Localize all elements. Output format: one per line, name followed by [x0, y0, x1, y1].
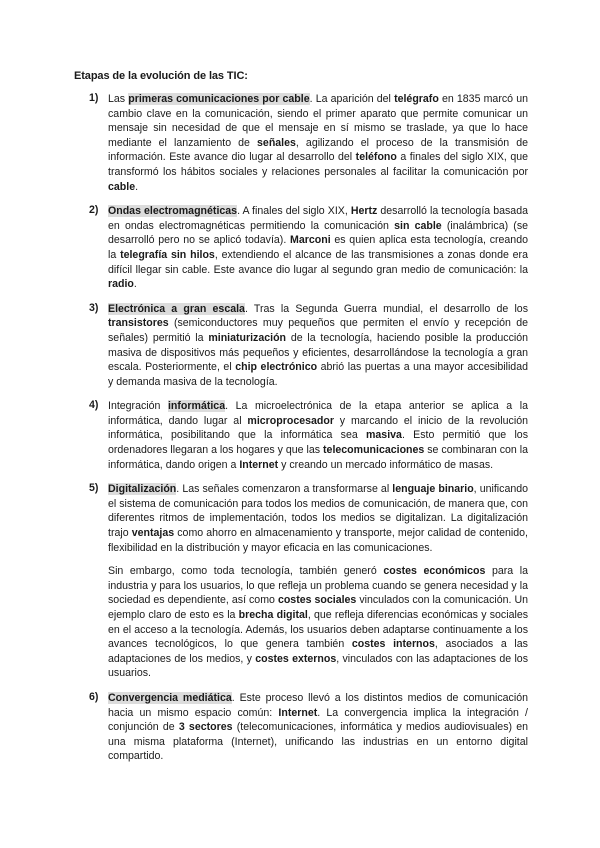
list-item: [90, 302, 528, 390]
text-run: Las: [108, 93, 129, 105]
item-paragraph: [108, 302, 528, 390]
item-paragraph: [108, 691, 528, 764]
item-number: 4): [89, 399, 99, 412]
list-item: [90, 399, 528, 472]
highlighted-term: Ondas electromagnéticas: [108, 205, 238, 218]
bold-term: miniaturización: [208, 331, 287, 344]
text-run: y creando un mercado informático de masas.: [278, 458, 494, 471]
text-run: , extendiendo el alcance de las transmisiones a zonas donde era difícil llegar sin cable. Este avance dio lugar al segundo gran medio de comunicación: la: [108, 248, 528, 276]
item-paragraph: [108, 399, 528, 472]
text-run: . Esto permitió que los ordenadores llegaran a los hogares y que las: [108, 429, 528, 457]
bold-term: costes internos: [351, 638, 435, 651]
bold-term: lenguaje binario: [392, 483, 474, 496]
bold-term: costes económicos: [383, 565, 486, 578]
bold-term: masiva: [366, 429, 402, 442]
text-run: y marcando el inicio de la revolución informática, posibilitando que la informática sea: [108, 414, 528, 442]
text-run: a finales del siglo XIX, que transformó los hábitos sociales y relaciones personales al facilitar la comunicación por: [108, 151, 529, 178]
text-run: (telecomunicaciones, informática y medios audiovisuales) en una misma plataforma (Internet), unificando las industrias en un entorno digital compartido.: [108, 721, 529, 763]
text-run: es quien aplica esta tecnología, creando la: [108, 234, 528, 261]
bold-term: cable: [108, 180, 136, 193]
text-run: (inalámbrica) (se desarrolló pero no se aplicó todavía).: [108, 219, 529, 247]
list-item: [90, 92, 528, 194]
highlighted-term: Convergencia mediática: [108, 691, 232, 704]
text-run: en 1835 marcó un cambio clave en la comunicación, siendo el primer aparato que permite comunicar un mensaje sin necesidad de que el mensaje en sí mismo se traslade, ya que lo hace mediante el lanzamiento de: [108, 93, 528, 149]
bold-term: Internet: [278, 706, 318, 719]
text-run: .: [135, 180, 139, 193]
bold-term: chip electrónico: [235, 361, 318, 374]
text-run: . Tras la Segunda Guerra mundial, el desarrollo de los: [244, 302, 528, 315]
bold-term: telégrafo: [394, 93, 439, 105]
text-run: . Las señales comenzaron a transformarse al: [176, 483, 393, 496]
text-run: para la industria y para los usuarios, lo que refleja un problema cuando se genera necesidad y la sociedad es dependiente, así como: [108, 565, 529, 607]
bold-term: radio: [108, 278, 134, 291]
bold-term: brecha digital: [238, 609, 308, 621]
page-title: Etapas de la evolución de las TIC:: [74, 70, 248, 82]
text-run: . A finales del siglo XIX,: [237, 205, 351, 218]
bold-term: costes externos: [255, 652, 337, 665]
item-paragraph: [108, 564, 528, 681]
item-paragraph: [108, 482, 528, 555]
text-run: , unificando el sistema de comunicación para todos los medios de comunicación, de manera que, con diferentes ritmos de implementación, todos los medios se digitalizan. La digitalización trajo: [108, 483, 529, 540]
bold-term: señales: [257, 136, 296, 149]
text-run: vinculados con la comunicación. Un ejemplo claro de esto es la: [108, 594, 528, 621]
text-run: . La aparición del: [309, 93, 395, 105]
text-run: se combinaran con la informática, dando origen a: [108, 444, 528, 471]
bold-term: ventajas: [131, 527, 175, 540]
bold-term: telecomunicaciones: [323, 444, 425, 457]
text-run: (semiconductores muy pequeños que permiten el envío y recepción de señales) permitió la: [108, 317, 528, 344]
text-run: como ahorro en almacenamiento y transporte, mejor calidad de contenido, flexibilidad en la distribución y mayor eficacia en las comunicaciones.: [108, 527, 528, 554]
text-run: . La convergencia implica la integración / conjunción de: [108, 706, 528, 734]
text-run: desarrolló la tecnología basada en ondas electromagnéticas permitiendo la comunicación: [108, 205, 528, 232]
text-run: Sin embargo, como toda tecnología, también generó: [108, 565, 384, 578]
text-run: , que refleja diferencias económicas y sociales en el acceso a la tecnología. Además, los usuarios deben adaptarse continuamente a los avances tecnológicos, lo que genera también: [108, 609, 529, 651]
text-run: . Este proceso llevó a los distintos medios de comunicación hacia un mismo espacio común:: [108, 691, 528, 719]
list-item: [90, 482, 528, 681]
bold-term: teléfono: [355, 151, 397, 164]
stage-list: [90, 92, 528, 774]
list-item: [90, 691, 528, 764]
bold-term: costes sociales: [277, 594, 357, 607]
item-paragraph: [108, 204, 528, 292]
bold-term: Internet: [239, 458, 279, 471]
text-run: de la tecnología, haciendo posible la producción masiva de dispositivos más pequeños y eficientes, desarrollándose la tecnología a gran escala. Posteriormente, el: [108, 331, 529, 374]
bold-term: Marconi: [290, 234, 331, 247]
bold-term: 3 sectores: [178, 721, 233, 734]
bold-term: transistores: [108, 317, 169, 330]
bold-term: telegrafía sin hilos: [120, 248, 215, 261]
bold-term: microprocesador: [247, 414, 334, 427]
text-run: , vinculados con las adaptaciones de los usuarios.: [108, 652, 528, 680]
item-number: 3): [89, 301, 99, 314]
item-number: 2): [89, 204, 99, 217]
item-paragraph: [108, 92, 528, 194]
text-run: Integración: [108, 400, 168, 413]
text-run: , agilizando el proceso de la transmisión de información. Este avance dio lugar al desarrollo del: [108, 136, 528, 164]
highlighted-term: Digitalización: [108, 483, 177, 496]
text-run: , asociados a las adaptaciones de los medios, y: [108, 638, 528, 665]
item-number: 6): [89, 690, 99, 703]
highlighted-term: Electrónica a gran escala: [108, 302, 245, 315]
item-number: 5): [89, 482, 99, 495]
text-run: . La microelectrónica de la etapa anterior se aplica a la informática, dando lugar al: [108, 400, 529, 427]
item-number: 1): [89, 92, 99, 104]
text-run: abrió las puertas a una mayor accesibilidad y demanda masiva de la tecnología.: [108, 361, 528, 388]
highlighted-term: informática: [167, 400, 226, 413]
text-run: .: [133, 278, 137, 291]
bold-term: sin cable: [394, 219, 442, 232]
bold-term: Hertz: [350, 205, 378, 218]
list-item: [90, 204, 528, 292]
highlighted-term: primeras comunicaciones por cable: [128, 93, 310, 105]
